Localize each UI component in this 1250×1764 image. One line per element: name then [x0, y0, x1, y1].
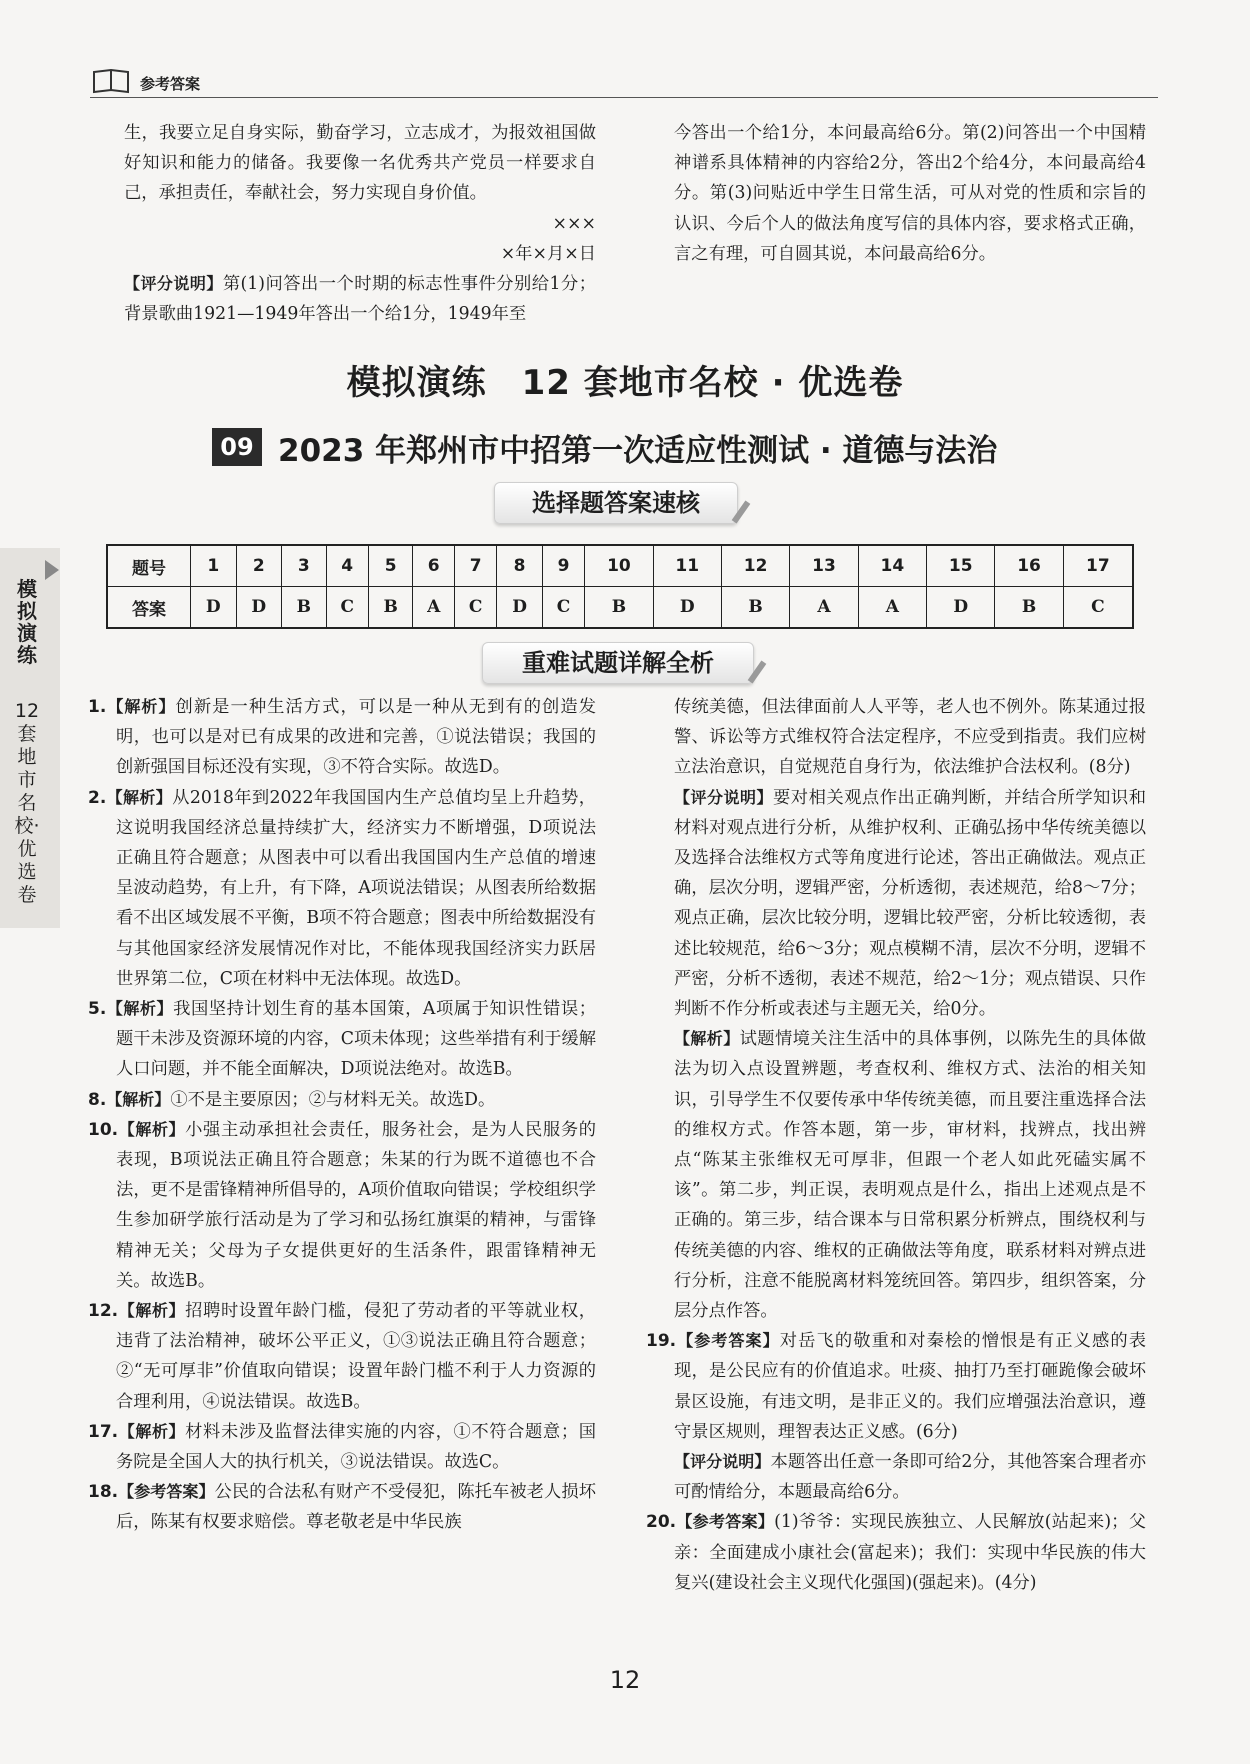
table-cell: B [995, 587, 1063, 629]
question-number: 2. [88, 787, 107, 808]
list-item [646, 1326, 1146, 1447]
item-text: 传统美德，但法律面前人人平等，老人也不例外。陈某通过报警、诉讼等方式维权符合法定程序，不应受到指责。我们应树立法治意识，自觉规范自身行为，依法维护合法权利。(8分) [674, 697, 1146, 778]
list-item [646, 1024, 1146, 1326]
table-row-numbers [107, 545, 1133, 587]
list-item [646, 1507, 1146, 1598]
question-number: 19. [646, 1331, 677, 1352]
table-cell: B [368, 587, 413, 629]
item-text: 创新是一种生活方式，可以是一种从无到有的创造发明，也可以是对已有成果的改进和完善，①说法错误；我国的创新强国目标还没有实现，③不符合实际。故选D。 [116, 697, 596, 778]
list-item [88, 994, 596, 1085]
top-right-paragraph: 今答出一个给1分，本问最高给6分。第(2)问答出一个中国精神谱系具体精神的内容给2分，答出2个给4分，本问最高给4分。第(3)问贴近中学生日常生活，可从对党的性质和宗旨的认识、今后个人的做法角度写信的具体内容，要求格式正确，言之有理，可自圆其说，本问最高给6分。 [674, 123, 1146, 264]
scoring-text: 第(1)问答出一个时期的标志性事件分别给1分；背景歌曲1921—1949年答出一个给1分，1949年至 [124, 274, 596, 325]
table-cell: B [721, 587, 789, 629]
book-icon [92, 68, 130, 94]
question-number: 8. [88, 1089, 107, 1110]
table-cell: A [413, 587, 455, 629]
list-item [646, 692, 1146, 783]
list-item [88, 1085, 596, 1115]
item-tag: 【解析】 [118, 1119, 186, 1139]
question-number: 17. [88, 1421, 119, 1442]
item-text: 从2018年到2022年我国国内生产总值均呈上升趋势，这说明我国经济总量持续扩大，经济实力不断增强，D项说法正确且符合题意；从图表中可以看出我国国内生产总值的增速呈波动趋势，有上升，有下降，A项说法错误；从图表所给数据看不出区域发展不平衡，B项不符合题意；图表中所给数据没有与其他国家经济发展情况作对比，不能体现我国经济实力跃居世界第二位，C项在材料中无法体现。故选D。 [116, 787, 596, 989]
list-item [88, 783, 596, 994]
table-cell: 7 [454, 545, 496, 587]
list-item [646, 783, 1146, 1025]
list-item [88, 1417, 596, 1477]
table-row-answers [107, 587, 1133, 629]
top-right-column [674, 118, 1146, 269]
table-cell: C [326, 587, 368, 629]
question-number: 20. [646, 1512, 677, 1533]
table-cell: B [585, 587, 653, 629]
table-cell: 5 [368, 545, 413, 587]
analysis-title: 重难试题详解全析 [482, 642, 754, 684]
table-cell: C [1063, 587, 1133, 629]
table-cell: D [236, 587, 282, 629]
table-header-cell: 答案 [107, 587, 191, 629]
table-cell: D [497, 587, 543, 629]
table-cell: 10 [585, 545, 653, 587]
item-tag: 【评分说明】 [674, 1452, 771, 1472]
item-tag: 【解析】 [106, 999, 174, 1019]
item-tag: 【解析】 [106, 1089, 171, 1109]
top-left-paragraph: 生，我要立足自身实际，勤奋学习，立志成才，为报效祖国做好知识和能力的储备。我要像一名优秀共产党员一样要求自己，承担责任，奉献社会，努力实现自身价值。 [124, 123, 596, 204]
table-cell: 11 [653, 545, 721, 587]
item-text: 要对相关观点作出正确判断，并结合所学知识和材料对观点进行分析，从维护权利、正确弘扬中华传统美德以及选择合法维权方式等角度进行论述，答出正确做法。观点正确，层次分明，逻辑严密，分析透彻，表述规范，给8～7分；观点正确，层次比较分明，逻辑比较严密，分析比较透彻，表述比较规范，给6～3分；观点模糊不清，层次不分明，逻辑不严密，分析不透彻，表述不规范，给2～1分；观点错误、只作判断不作分析或表述与主题无关，给0分。 [674, 787, 1146, 1020]
table-cell: D [653, 587, 721, 629]
table-cell: B [282, 587, 327, 629]
question-number: 12. [88, 1301, 119, 1322]
table-cell: C [542, 587, 584, 629]
table-header-cell: 题号 [107, 545, 191, 587]
item-text: 招聘时设置年龄门槛，侵犯了劳动者的平等就业权，违背了法治精神，破坏公平正义，①③说法正确且符合题意；②“无可厚非”价值取向错误；设置年龄门槛不利于人力资源的合理利用，④说法错误。故选B。 [116, 1301, 596, 1412]
item-text: ①不是主要原因；②与材料无关。故选D。 [170, 1089, 496, 1110]
list-item [88, 1477, 596, 1537]
table-cell: 13 [790, 545, 858, 587]
item-tag: 【解析】 [674, 1029, 740, 1049]
section-title: 模拟演练 12 套地市名校 · 优选卷 [346, 363, 904, 403]
side-tab-bottom-text: 12套地市名校·优选卷 [14, 700, 40, 906]
table-cell: 9 [542, 545, 584, 587]
item-tag: 【解析】 [106, 697, 176, 716]
table-cell: 15 [927, 545, 995, 587]
right-answers-column [646, 692, 1146, 1598]
left-answers-column [88, 692, 596, 1538]
item-text: 本题答出任意一条即可给2分，其他答案合理者亦可酌情给分，本题最高给6分。 [674, 1452, 1146, 1503]
table-cell: D [927, 587, 995, 629]
header-divider [90, 97, 1158, 98]
table-cell: C [454, 587, 496, 629]
paper-title: 2023 年郑州市中招第一次适应性测试 · 道德与法治 [278, 433, 998, 469]
table-cell: 1 [191, 545, 237, 587]
item-text: 材料未涉及监督法律实施的内容，①不符合题意；国务院是全国人大的执行机关，③说法错误。故选C。 [116, 1421, 596, 1473]
item-tag: 【评分说明】 [674, 787, 774, 807]
list-item [88, 1115, 596, 1296]
side-tab-top-text: 模拟演练 [17, 577, 37, 667]
table-cell: 4 [326, 545, 368, 587]
item-tag: 【解析】 [118, 1421, 186, 1441]
question-number: 5. [88, 999, 107, 1020]
item-text: 对岳飞的敬重和对秦桧的憎恨是有正义感的表现，是公民应有的价值追求。吐痰、抽打乃至打砸跪像会破坏景区设施，有违文明，是非正义的。我们应增强法治意识，遵守景区规则，理智表达正义感。(6分) [674, 1331, 1146, 1442]
scoring-tag: 【评分说明】 [124, 274, 223, 294]
question-number: 10. [88, 1119, 119, 1140]
item-tag: 【参考答案】 [118, 1482, 215, 1502]
item-tag: 【解析】 [118, 1301, 186, 1321]
question-number: 18. [88, 1482, 119, 1503]
item-text: 公民的合法私有财产不受侵犯，陈托车被老人损坏后，陈某有权要求赔偿。尊老敬老是中华民族 [116, 1482, 596, 1533]
question-number: 1. [88, 697, 107, 717]
table-cell: 8 [497, 545, 543, 587]
table-cell: 6 [413, 545, 455, 587]
list-item [88, 692, 596, 783]
answer-table [106, 544, 1134, 629]
item-text: 试题情境关注生活中的具体事例，以陈先生的具体做法为切入点设置辨题，考查权利、维权方式、法治的相关知识，引导学生不仅要传承中华传统美德，而且要注重选择合法的维权方式。作答本题，第一步，审材料，找辨点，找出辨点“陈某主张维权无可厚非，但跟一个老人如此死磕实属不该”。第二步，判正误，表明观点是什么，指出上述观点是不正确的。第三步，结合课本与日常积累分析辨点，围绕权利与传统美德的内容、维权的正确做法等角度，联系材料对辨点进行分析，注意不能脱离材料笼统回答。第四步，组织答案，分层分点作答。 [674, 1029, 1146, 1322]
table-cell: 17 [1063, 545, 1133, 587]
signature-name: ××× [552, 213, 596, 234]
top-left-column [124, 118, 596, 329]
table-cell: A [790, 587, 858, 629]
paper-badge: 09 [212, 428, 262, 466]
item-tag: 【解析】 [106, 787, 173, 807]
header-label: 参考答案 [140, 75, 201, 93]
table-cell: 14 [858, 545, 926, 587]
table-cell: 2 [236, 545, 282, 587]
scoring-note [124, 269, 596, 329]
list-item [88, 1296, 596, 1417]
table-cell: 12 [721, 545, 789, 587]
table-cell: 3 [282, 545, 327, 587]
table-cell: 16 [995, 545, 1063, 587]
table-cell: A [858, 587, 926, 629]
list-item [646, 1447, 1146, 1507]
page-number: 12 [609, 1666, 641, 1694]
side-tab-marker [45, 560, 59, 580]
item-tag: 【参考答案】 [676, 1512, 775, 1532]
item-text: (1)爷爷：实现民族独立、人民解放(站起来)；父亲：全面建成小康社会(富起来)；我们：实现中华民族的伟大复兴(建设社会主义现代化强国)(强起来)。(4分) [674, 1512, 1146, 1593]
item-text: 我国坚持计划生育的基本国策，A项属于知识性错误；题干未涉及资源环境的内容，C项未体现；这些举措有利于缓解人口问题，并不能全面解决，D项说法绝对。故选B。 [116, 999, 596, 1080]
item-text: 小强主动承担社会责任，服务社会，是为人民服务的表现，B项说法正确且符合题意；朱某的行为既不道德也不合法，更不是雷锋精神所倡导的，A项价值取向错误；学校组织学生参加研学旅行活动是为了学习和弘扬红旗渠的精神，与雷锋精神无关；父母为子女提供更好的生活条件，跟雷锋精神无关。故选B。 [116, 1119, 596, 1291]
item-tag: 【参考答案】 [676, 1331, 780, 1351]
signature-date: ×年×月×日 [500, 243, 596, 264]
table-cell: D [191, 587, 237, 629]
quick-check-title: 选择题答案速核 [494, 482, 738, 524]
